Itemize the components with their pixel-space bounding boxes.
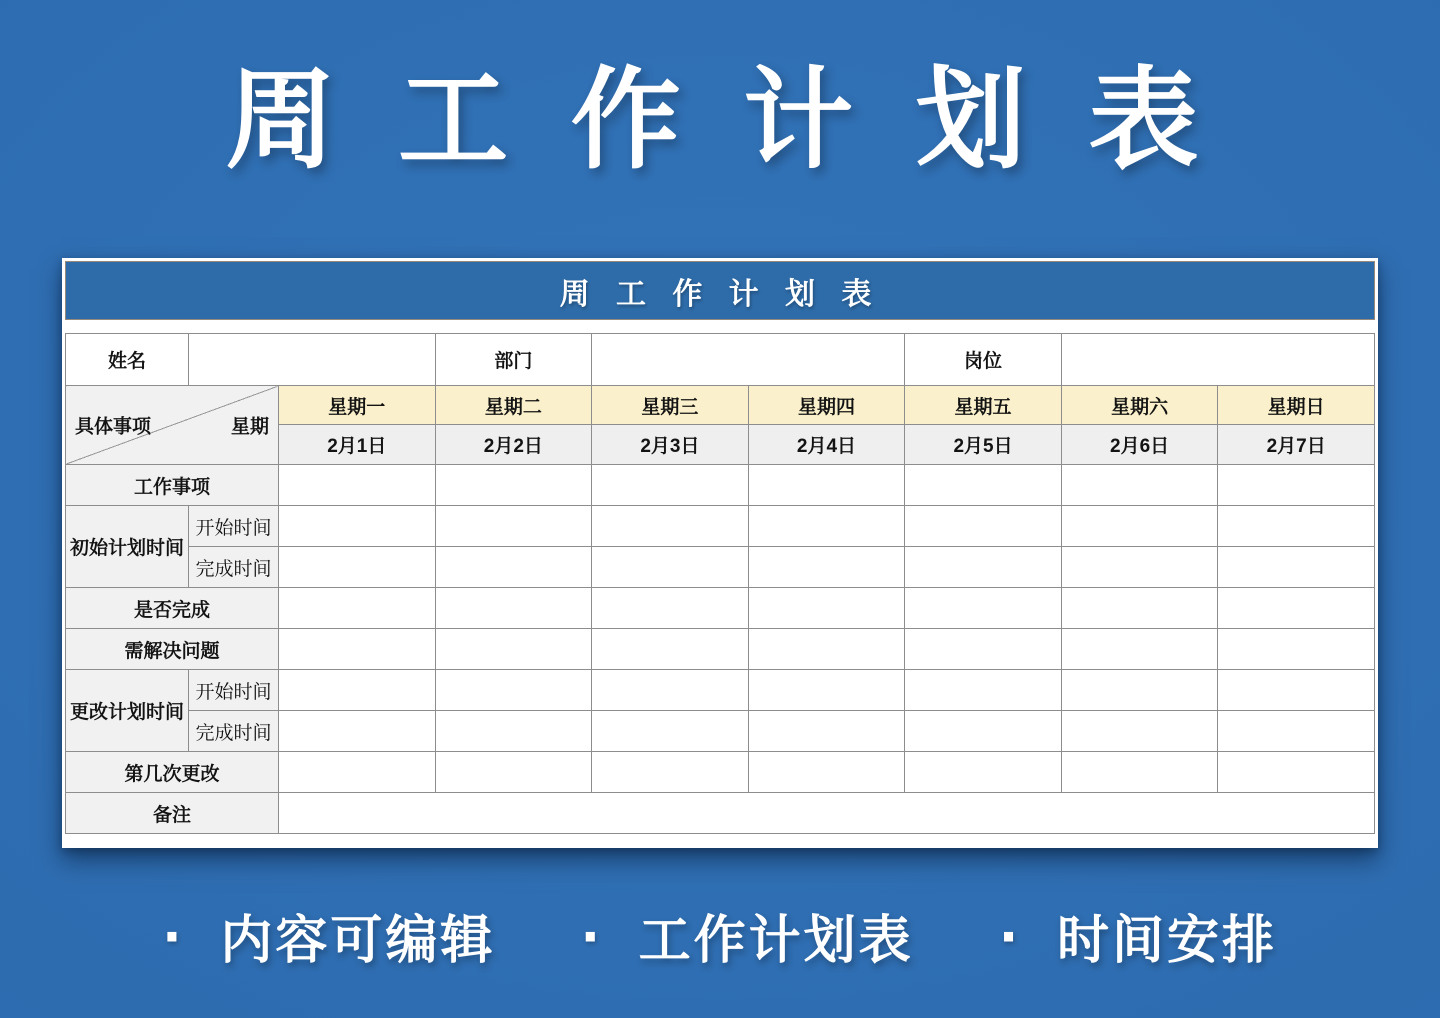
entry-cell[interactable] <box>1061 547 1218 588</box>
entry-cell[interactable] <box>1218 588 1375 629</box>
entry-cell[interactable] <box>1218 670 1375 711</box>
department-input-cell[interactable] <box>592 334 905 386</box>
weekday-header-row <box>66 386 1375 425</box>
entry-cell[interactable] <box>748 629 905 670</box>
info-row <box>66 334 1375 386</box>
weekday-header: 星期一 <box>279 386 436 425</box>
entry-cell[interactable] <box>748 711 905 752</box>
initial-finish-time-row <box>66 547 1375 588</box>
entry-cell[interactable] <box>905 711 1062 752</box>
corner-diagonal-cell <box>66 386 279 465</box>
change-count-label: 第几次更改 <box>66 752 279 793</box>
entry-cell[interactable] <box>1061 465 1218 506</box>
entry-cell[interactable] <box>592 711 749 752</box>
entry-cell[interactable] <box>1061 588 1218 629</box>
weekday-header: 星期五 <box>905 386 1062 425</box>
bullet-icon: · <box>581 899 603 972</box>
start-time-label: 开始时间 <box>189 506 279 547</box>
entry-cell[interactable] <box>905 629 1062 670</box>
entry-cell[interactable] <box>1218 547 1375 588</box>
remarks-cell[interactable] <box>279 793 1375 834</box>
entry-cell[interactable] <box>1061 629 1218 670</box>
start-time-label: 开始时间 <box>189 670 279 711</box>
entry-cell[interactable] <box>435 711 592 752</box>
entry-cell[interactable] <box>592 670 749 711</box>
weekday-header: 星期二 <box>435 386 592 425</box>
work-items-label: 工作事项 <box>66 465 279 506</box>
entry-cell[interactable] <box>435 752 592 793</box>
entry-cell[interactable] <box>592 629 749 670</box>
entry-cell[interactable] <box>748 506 905 547</box>
name-input-cell[interactable] <box>189 334 436 386</box>
entry-cell[interactable] <box>279 465 436 506</box>
problems-row <box>66 629 1375 670</box>
changed-start-time-row <box>66 670 1375 711</box>
remarks-label: 备注 <box>66 793 279 834</box>
entry-cell[interactable] <box>1218 711 1375 752</box>
remarks-row <box>66 793 1375 834</box>
entry-cell[interactable] <box>905 465 1062 506</box>
entry-cell[interactable] <box>905 670 1062 711</box>
entry-cell[interactable] <box>279 629 436 670</box>
finish-time-label: 完成时间 <box>189 547 279 588</box>
entry-cell[interactable] <box>435 465 592 506</box>
bullet-icon: · <box>999 899 1021 972</box>
weekday-header: 星期日 <box>1218 386 1375 425</box>
date-header: 2月4日 <box>748 425 905 465</box>
entry-cell[interactable] <box>1061 752 1218 793</box>
date-header: 2月6日 <box>1061 425 1218 465</box>
footer-tag <box>1000 898 1277 973</box>
date-header: 2月5日 <box>905 425 1062 465</box>
date-header: 2月3日 <box>592 425 749 465</box>
entry-cell[interactable] <box>748 670 905 711</box>
entry-cell[interactable] <box>279 670 436 711</box>
footer-tags <box>0 898 1440 973</box>
entry-cell[interactable] <box>1218 752 1375 793</box>
date-header: 2月2日 <box>435 425 592 465</box>
entry-cell[interactable] <box>592 506 749 547</box>
page-title: 周 工 作 计 划 表 <box>225 59 1215 182</box>
bullet-icon: · <box>163 899 185 972</box>
entry-cell[interactable] <box>279 752 436 793</box>
entry-cell[interactable] <box>279 588 436 629</box>
entry-cell[interactable] <box>435 547 592 588</box>
footer-tag <box>581 898 913 973</box>
initial-plan-time-label: 初始计划时间 <box>66 506 189 588</box>
entry-cell[interactable] <box>1218 629 1375 670</box>
footer-tag <box>163 898 495 973</box>
entry-cell[interactable] <box>279 506 436 547</box>
department-label: 部门 <box>435 334 592 386</box>
is-completed-row <box>66 588 1375 629</box>
entry-cell[interactable] <box>748 465 905 506</box>
weekday-header: 星期四 <box>748 386 905 425</box>
entry-cell[interactable] <box>435 670 592 711</box>
entry-cell[interactable] <box>1061 506 1218 547</box>
entry-cell[interactable] <box>748 547 905 588</box>
entry-cell[interactable] <box>435 588 592 629</box>
entry-cell[interactable] <box>905 547 1062 588</box>
position-label: 岗位 <box>905 334 1062 386</box>
corner-label-specific-items: 具体事项 <box>75 416 152 438</box>
table-title-bar <box>65 261 1375 320</box>
footer-tag-label: 内容可编辑 <box>220 912 496 970</box>
entry-cell[interactable] <box>435 506 592 547</box>
entry-cell[interactable] <box>1218 506 1375 547</box>
is-completed-label: 是否完成 <box>66 588 279 629</box>
entry-cell[interactable] <box>279 711 436 752</box>
plan-table-card <box>62 258 1378 848</box>
entry-cell[interactable] <box>1061 670 1218 711</box>
name-label: 姓名 <box>66 334 189 386</box>
entry-cell[interactable] <box>905 752 1062 793</box>
work-items-row <box>66 465 1375 506</box>
date-header: 2月1日 <box>279 425 436 465</box>
entry-cell[interactable] <box>1061 711 1218 752</box>
weekly-plan-table <box>65 333 1375 834</box>
entry-cell[interactable] <box>905 506 1062 547</box>
entry-cell[interactable] <box>592 547 749 588</box>
initial-start-time-row <box>66 506 1375 547</box>
entry-cell[interactable] <box>748 588 905 629</box>
weekday-header: 星期六 <box>1061 386 1218 425</box>
entry-cell[interactable] <box>748 752 905 793</box>
entry-cell[interactable] <box>435 629 592 670</box>
problems-label: 需解决问题 <box>66 629 279 670</box>
entry-cell[interactable] <box>592 465 749 506</box>
entry-cell[interactable] <box>592 752 749 793</box>
entry-cell[interactable] <box>279 547 436 588</box>
footer-tag-label: 工作计划表 <box>638 912 914 970</box>
changed-finish-time-row <box>66 711 1375 752</box>
changed-plan-time-label: 更改计划时间 <box>66 670 189 752</box>
change-count-row <box>66 752 1375 793</box>
position-input-cell[interactable] <box>1061 334 1374 386</box>
entry-cell[interactable] <box>592 588 749 629</box>
weekday-header: 星期三 <box>592 386 749 425</box>
corner-label-week: 星期 <box>230 416 269 438</box>
finish-time-label: 完成时间 <box>189 711 279 752</box>
footer-tag-label: 时间安排 <box>1056 912 1277 970</box>
entry-cell[interactable] <box>905 588 1062 629</box>
entry-cell[interactable] <box>1218 465 1375 506</box>
table-title: 周 工 作 计 划 表 <box>559 277 881 311</box>
date-header: 2月7日 <box>1218 425 1375 465</box>
